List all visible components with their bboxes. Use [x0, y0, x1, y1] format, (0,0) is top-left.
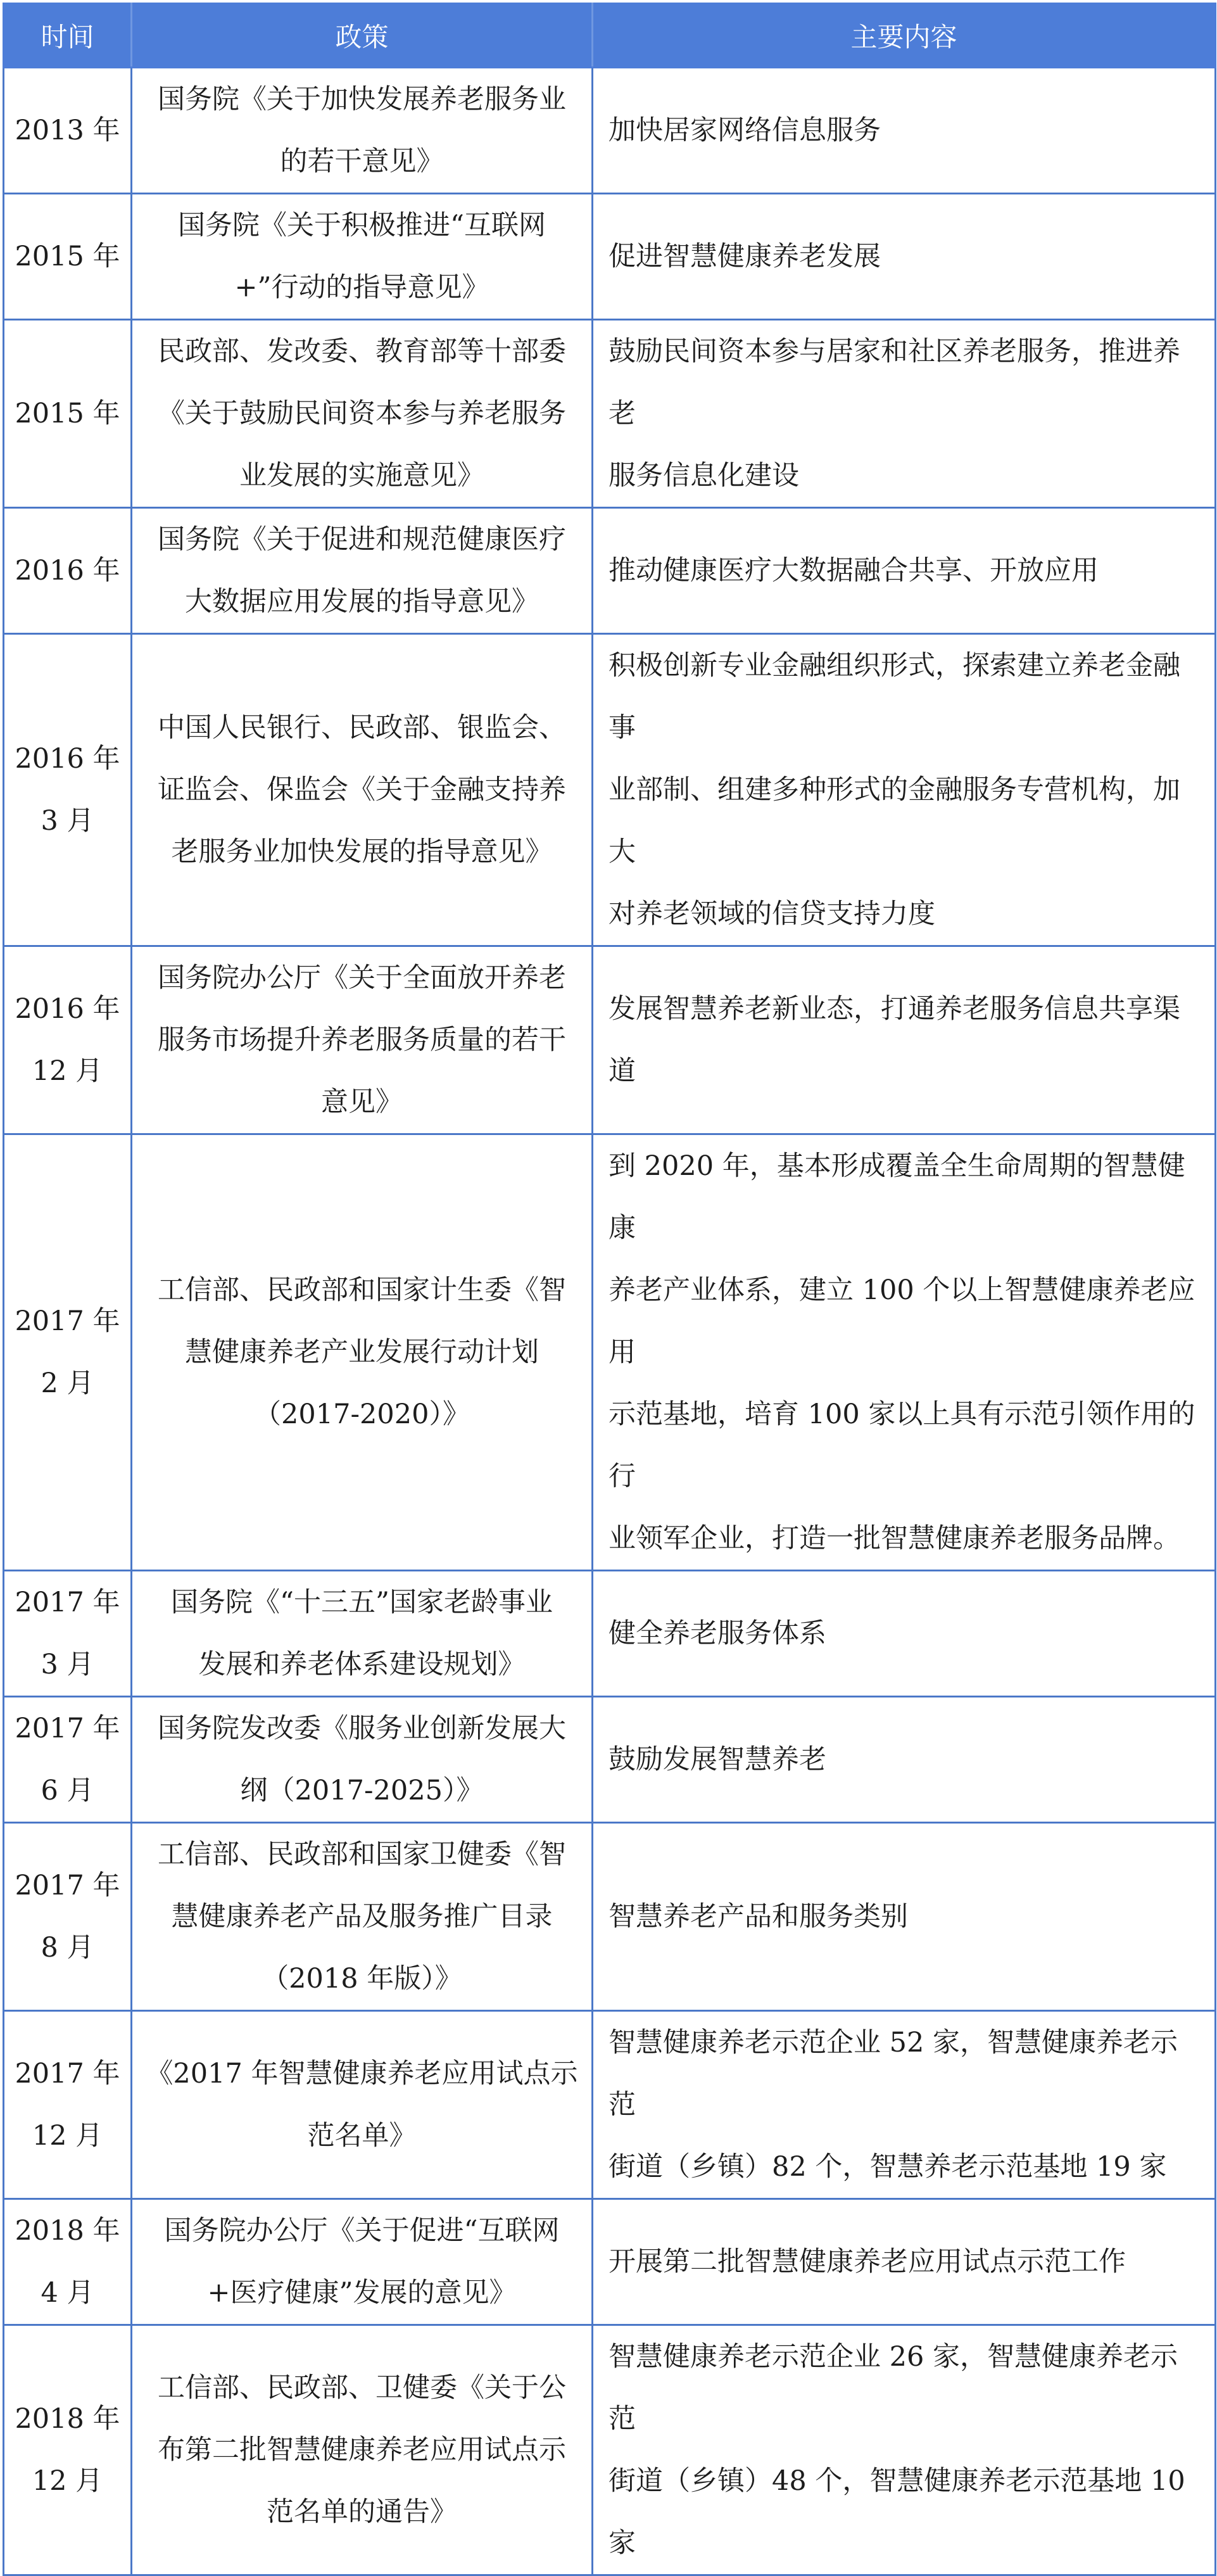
content-cell: 健全养老服务体系 — [593, 1571, 1216, 1697]
table-row — [4, 194, 1216, 320]
policy-cell: 国务院办公厅《关于全面放开养老 服务市场提升养老服务质量的若干 意见》 — [132, 946, 593, 1134]
content-cell: 开展第二批智慧健康养老应用试点示范工作 — [593, 2199, 1216, 2325]
policy-cell: 工信部、民政部和国家计生委《智 慧健康养老产业发展行动计划 （2017-2020）》 — [132, 1134, 593, 1571]
time-cell: 2017 年 12 月 — [4, 2011, 132, 2199]
time-cell: 2017 年 3 月 — [4, 1571, 132, 1697]
content-cell: 促进智慧健康养老发展 — [593, 194, 1216, 320]
policy-cell: 国务院发改委《服务业创新发展大 纲（2017-2025）》 — [132, 1697, 593, 1823]
policy-cell: 工信部、民政部、卫健委《关于公 布第二批智慧健康养老应用试点示 范名单的通告》 — [132, 2325, 593, 2575]
policy-cell: 国务院办公厅《关于促进“互联网 +医疗健康”发展的意见》 — [132, 2199, 593, 2325]
table-header-row — [4, 4, 1216, 68]
policy-cell: 国务院《“十三五”国家老龄事业 发展和养老体系建设规划》 — [132, 1571, 593, 1697]
table-row — [4, 1134, 1216, 1571]
policy-cell: 国务院《关于促进和规范健康医疗 大数据应用发展的指导意见》 — [132, 508, 593, 634]
time-cell: 2018 年 4 月 — [4, 2199, 132, 2325]
policy-cell: 工信部、民政部和国家卫健委《智 慧健康养老产品及服务推广目录 （2018 年版）》 — [132, 1823, 593, 2011]
time-cell: 2013 年 — [4, 68, 132, 194]
table-row — [4, 508, 1216, 634]
time-cell: 2016 年 12 月 — [4, 946, 132, 1134]
table-body — [4, 68, 1216, 2575]
table-row — [4, 1823, 1216, 2011]
content-cell: 智慧养老产品和服务类别 — [593, 1823, 1216, 2011]
time-cell: 2016 年 — [4, 508, 132, 634]
time-cell: 2018 年 12 月 — [4, 2325, 132, 2575]
table-row — [4, 2011, 1216, 2199]
time-cell: 2017 年 8 月 — [4, 1823, 132, 2011]
content-cell: 智慧健康养老示范企业 26 家，智慧健康养老示范 街道（乡镇）48 个，智慧健康养老示范基地 10 家 — [593, 2325, 1216, 2575]
table-row — [4, 634, 1216, 946]
time-cell: 2015 年 — [4, 320, 132, 508]
time-cell: 2017 年 2 月 — [4, 1134, 132, 1571]
time-cell: 2017 年 6 月 — [4, 1697, 132, 1823]
header-content: 主要内容 — [593, 4, 1216, 68]
table-row — [4, 2199, 1216, 2325]
header-time: 时间 — [4, 4, 132, 68]
content-cell: 智慧健康养老示范企业 52 家，智慧健康养老示范 街道（乡镇）82 个，智慧养老示范基地 19 家 — [593, 2011, 1216, 2199]
content-cell: 发展智慧养老新业态，打通养老服务信息共享渠道 — [593, 946, 1216, 1134]
content-cell: 推动健康医疗大数据融合共享、开放应用 — [593, 508, 1216, 634]
policy-cell: 国务院《关于加快发展养老服务业 的若干意见》 — [132, 68, 593, 194]
content-cell: 鼓励民间资本参与居家和社区养老服务，推进养老 服务信息化建设 — [593, 320, 1216, 508]
time-cell: 2015 年 — [4, 194, 132, 320]
table-row — [4, 1571, 1216, 1697]
table-row — [4, 320, 1216, 508]
table-row — [4, 2325, 1216, 2575]
table-row — [4, 1697, 1216, 1823]
content-cell: 到 2020 年，基本形成覆盖全生命周期的智慧健康 养老产业体系，建立 100 个以上智慧健康养老应用 示范基地，培育 100 家以上具有示范引领作用的行 业领军企业，打造一批智慧健康养老服务品牌。 — [593, 1134, 1216, 1571]
policy-table — [3, 3, 1216, 2576]
policy-cell: 《2017 年智慧健康养老应用试点示 范名单》 — [132, 2011, 593, 2199]
table-row — [4, 68, 1216, 194]
content-cell: 加快居家网络信息服务 — [593, 68, 1216, 194]
header-policy: 政策 — [132, 4, 593, 68]
policy-cell: 国务院《关于积极推进“互联网 +”行动的指导意见》 — [132, 194, 593, 320]
content-cell: 积极创新专业金融组织形式，探索建立养老金融事 业部制、组建多种形式的金融服务专营机构，加大 对养老领域的信贷支持力度 — [593, 634, 1216, 946]
policy-cell: 民政部、发改委、教育部等十部委 《关于鼓励民间资本参与养老服务 业发展的实施意见》 — [132, 320, 593, 508]
table-row — [4, 946, 1216, 1134]
content-cell: 鼓励发展智慧养老 — [593, 1697, 1216, 1823]
policy-cell: 中国人民银行、民政部、银监会、 证监会、保监会《关于金融支持养 老服务业加快发展的指导意见》 — [132, 634, 593, 946]
time-cell: 2016 年 3 月 — [4, 634, 132, 946]
